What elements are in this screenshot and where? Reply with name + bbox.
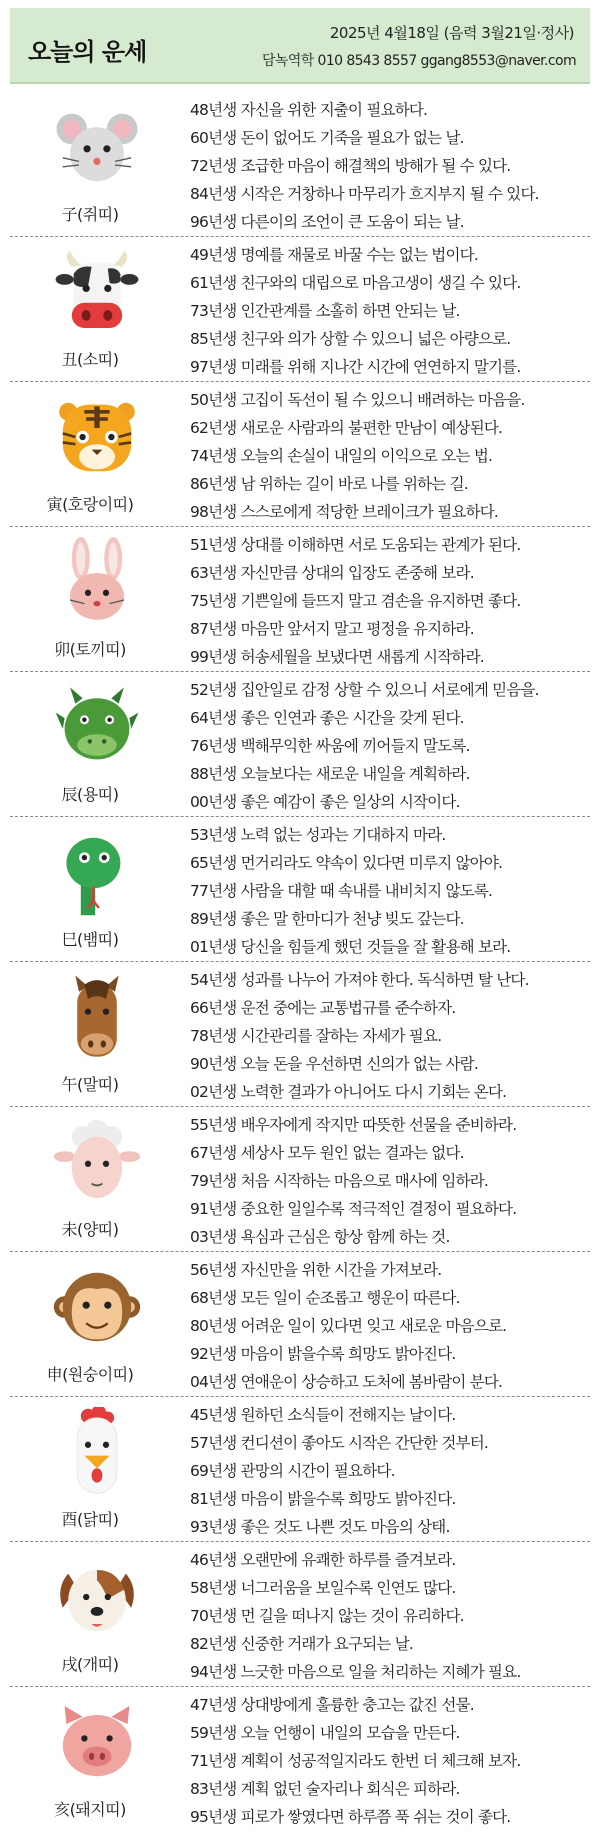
zodiac-row-ox xyxy=(10,237,590,382)
fortune-line: 80년생 어려운 일이 있다면 잊고 새로운 마음으로. xyxy=(190,1317,507,1335)
fortune-lines xyxy=(190,241,590,381)
zodiac-animal xyxy=(10,1397,170,1542)
fortune-line: 51년생 상대를 이해하면 서로 도움되는 관계가 된다. xyxy=(190,536,521,554)
fortune-line: 82년생 신중한 거래가 요구되는 날. xyxy=(190,1635,414,1653)
fortune-lines xyxy=(190,1546,590,1686)
page-title: 오늘의 운세 xyxy=(28,38,147,66)
fortune-line: 79년생 처음 시작하는 마음으로 매사에 임하라. xyxy=(190,1172,489,1190)
fortune-line: 47년생 상대방에게 훌륭한 충고는 값진 선물. xyxy=(190,1696,474,1714)
rabbit-icon xyxy=(52,537,142,627)
fortune-line: 70년생 먼 길을 떠나지 않는 것이 유리하다. xyxy=(190,1607,464,1625)
fortune-line: 83년생 계획 없던 술자리나 회식은 피하라. xyxy=(190,1780,460,1798)
fortune-line: 71년생 계획이 성공적일지라도 한번 더 체크해 보자. xyxy=(190,1752,521,1770)
rooster-icon xyxy=(52,1407,142,1497)
fortune-line: 60년생 돈이 없어도 기죽을 필요가 없는 날. xyxy=(190,129,464,147)
fortune-line: 87년생 마음만 앞서지 말고 평정을 유지하라. xyxy=(190,620,474,638)
sheep-icon xyxy=(52,1117,142,1207)
fortune-lines xyxy=(190,386,590,526)
fortune-line: 86년생 남 위하는 길이 바로 나를 위하는 길. xyxy=(190,475,468,493)
fortune-line: 45년생 원하던 소식들이 전해지는 날이다. xyxy=(190,1406,456,1424)
pig-icon xyxy=(52,1697,142,1787)
fortune-line: 62년생 새로운 사람과의 불편한 만남이 예상된다. xyxy=(190,419,503,437)
fortune-line: 02년생 노력한 결과가 아니어도 다시 기회는 온다. xyxy=(190,1083,507,1101)
zodiac-animal xyxy=(10,382,170,527)
fortune-line: 69년생 관망의 시간이 필요하다. xyxy=(190,1462,395,1480)
dragon-icon xyxy=(52,682,142,772)
dog-icon xyxy=(52,1552,142,1642)
monkey-icon xyxy=(52,1262,142,1352)
fortune-line: 56년생 자신만을 위한 시간을 가져보라. xyxy=(190,1261,442,1279)
zodiac-row-dragon xyxy=(10,672,590,817)
fortune-line: 99년생 허송세월을 보냈다면 새롭게 시작하라. xyxy=(190,648,484,666)
snake-icon xyxy=(52,827,142,917)
fortune-line: 72년생 조급한 마음이 해결책의 방해가 될 수 있다. xyxy=(190,157,511,175)
fortune-line: 00년생 좋은 예감이 좋은 일상의 시작이다. xyxy=(190,793,460,811)
fortune-line: 92년생 마음이 밝을수록 희망도 밝아진다. xyxy=(190,1345,456,1363)
fortune-line: 61년생 친구와의 대립으로 마음고생이 생길 수 있다. xyxy=(190,274,521,292)
zodiac-row-monkey xyxy=(10,1252,590,1397)
fortune-line: 93년생 좋은 것도 나쁜 것도 마음의 상태. xyxy=(190,1518,450,1536)
zodiac-row-horse xyxy=(10,962,590,1107)
fortune-lines xyxy=(190,531,590,671)
zodiac-animal xyxy=(10,672,170,817)
zodiac-animal xyxy=(10,1252,170,1397)
fortune-line: 68년생 모든 일이 순조롭고 행운이 따른다. xyxy=(190,1289,460,1307)
fortune-line: 78년생 시간관리를 잘하는 자세가 필요. xyxy=(190,1027,442,1045)
fortune-line: 67년생 세상사 모두 원인 없는 결과는 없다. xyxy=(190,1144,464,1162)
fortune-line: 95년생 피로가 쌓였다면 하루쯤 푹 쉬는 것이 좋다. xyxy=(190,1808,511,1826)
zodiac-label: 巳(뱀띠) xyxy=(61,930,119,949)
fortune-line: 75년생 기쁜일에 들뜨지 말고 겸손을 유지하면 좋다. xyxy=(190,592,521,610)
horse-icon xyxy=(52,972,142,1062)
fortune-lines xyxy=(190,1691,590,1831)
fortune-list xyxy=(10,92,590,1832)
zodiac-animal xyxy=(10,962,170,1107)
fortune-lines xyxy=(190,1111,590,1251)
zodiac-row-tiger xyxy=(10,382,590,527)
fortune-line: 53년생 노력 없는 성과는 기대하지 마라. xyxy=(190,826,446,844)
zodiac-label: 亥(돼지띠) xyxy=(54,1800,126,1819)
zodiac-animal xyxy=(10,1107,170,1252)
zodiac-row-dog xyxy=(10,1542,590,1687)
fortune-line: 59년생 오늘 언행이 내일의 모습을 만든다. xyxy=(190,1724,460,1742)
zodiac-label: 辰(용띠) xyxy=(61,785,119,804)
zodiac-row-pig xyxy=(10,1687,590,1832)
fortune-lines xyxy=(190,966,590,1106)
fortune-line: 54년생 성과를 나누어 가져야 한다. 독식하면 탈 난다. xyxy=(190,971,529,989)
tiger-icon xyxy=(52,392,142,482)
fortune-line: 03년생 욕심과 근심은 항상 함께 하는 것. xyxy=(190,1228,450,1246)
fortune-line: 98년생 스스로에게 적당한 브레이크가 필요하다. xyxy=(190,503,499,521)
fortune-line: 74년생 오늘의 손실이 내일의 이익으로 오는 법. xyxy=(190,447,493,465)
fortune-line: 58년생 너그러움을 보일수록 인연도 많다. xyxy=(190,1579,456,1597)
zodiac-label: 申(원숭이띠) xyxy=(46,1365,134,1384)
rat-icon xyxy=(52,102,142,192)
fortune-lines xyxy=(190,96,590,236)
zodiac-label: 未(양띠) xyxy=(61,1220,119,1239)
fortune-line: 88년생 오늘보다는 새로운 내일을 계획하라. xyxy=(190,765,470,783)
fortune-line: 63년생 자신만큼 상대의 입장도 존중해 보라. xyxy=(190,564,474,582)
fortune-line: 77년생 사람을 대할 때 속내를 내비치지 않도록. xyxy=(190,882,493,900)
fortune-line: 94년생 느긋한 마음으로 일을 처리하는 지혜가 필요. xyxy=(190,1663,521,1681)
fortune-line: 81년생 마음이 밝을수록 희망도 밝아진다. xyxy=(190,1490,456,1508)
fortune-lines xyxy=(190,1401,590,1541)
zodiac-label: 卯(토끼띠) xyxy=(54,640,126,659)
fortune-line: 90년생 오늘 돈을 우선하면 신의가 없는 사람. xyxy=(190,1055,478,1073)
fortune-line: 97년생 미래를 위해 지나간 시간에 연연하지 말기를. xyxy=(190,358,521,376)
zodiac-animal xyxy=(10,237,170,382)
fortune-lines xyxy=(190,676,590,816)
fortune-line: 66년생 운전 중에는 교통법규를 준수하자. xyxy=(190,999,456,1017)
zodiac-row-rooster xyxy=(10,1397,590,1542)
fortune-line: 73년생 인간관계를 소홀히 하면 안되는 날. xyxy=(190,302,460,320)
zodiac-label: 子(쥐띠) xyxy=(61,205,119,224)
ox-icon xyxy=(52,247,142,337)
zodiac-label: 寅(호랑이띠) xyxy=(46,495,134,514)
fortune-line: 91년생 중요한 일일수록 적극적인 결정이 필요하다. xyxy=(190,1200,517,1218)
header xyxy=(10,8,590,84)
date-line: 2025년 4월18일 (음력 3월21일·정사) xyxy=(329,24,574,42)
fortune-line: 85년생 친구와 의가 상할 수 있으니 넓은 아량으로. xyxy=(190,330,511,348)
zodiac-animal xyxy=(10,1687,170,1832)
zodiac-label: 午(말띠) xyxy=(61,1075,119,1094)
fortune-lines xyxy=(190,821,590,961)
fortune-line: 76년생 백해무익한 싸움에 끼어들지 말도록. xyxy=(190,737,470,755)
fortune-line: 04년생 연애운이 상승하고 도처에 봄바람이 분다. xyxy=(190,1373,503,1391)
fortune-line: 57년생 컨디션이 좋아도 시작은 간단한 것부터. xyxy=(190,1434,489,1452)
zodiac-animal xyxy=(10,1542,170,1687)
fortune-line: 52년생 집안일로 감정 상할 수 있으니 서로에게 믿음을. xyxy=(190,681,539,699)
fortune-lines xyxy=(190,1256,590,1396)
fortune-line: 89년생 좋은 말 한마디가 천냥 빚도 갚는다. xyxy=(190,910,464,928)
fortune-line: 84년생 시작은 거창하나 마무리가 흐지부지 될 수 있다. xyxy=(190,185,539,203)
zodiac-row-rabbit xyxy=(10,527,590,672)
zodiac-animal xyxy=(10,817,170,962)
zodiac-label: 酉(닭띠) xyxy=(61,1510,119,1529)
zodiac-row-rat xyxy=(10,92,590,237)
fortune-line: 01년생 당신을 힘들게 했던 것들을 잘 활용해 보라. xyxy=(190,938,511,956)
fortune-line: 55년생 배우자에게 작지만 따뜻한 선물을 준비하라. xyxy=(190,1116,517,1134)
contact-line: 담녹역학 010 8543 8557 ggang8553@naver.com xyxy=(262,53,576,69)
zodiac-row-snake xyxy=(10,817,590,962)
fortune-line: 65년생 먼거리라도 약속이 있다면 미루지 않아야. xyxy=(190,854,503,872)
zodiac-animal xyxy=(10,92,170,237)
fortune-line: 46년생 오랜만에 유쾌한 하루를 즐겨보라. xyxy=(190,1551,456,1569)
zodiac-row-sheep xyxy=(10,1107,590,1252)
zodiac-label: 戌(개띠) xyxy=(61,1655,119,1674)
zodiac-label: 丑(소띠) xyxy=(61,350,119,369)
fortune-line: 96년생 다른이의 조언이 큰 도움이 되는 날. xyxy=(190,213,464,231)
fortune-line: 49년생 명예를 재물로 바꿀 수는 없는 법이다. xyxy=(190,246,478,264)
zodiac-animal xyxy=(10,527,170,672)
fortune-line: 48년생 자신을 위한 지출이 필요하다. xyxy=(190,101,428,119)
fortune-line: 50년생 고집이 독선이 될 수 있으니 배려하는 마음을. xyxy=(190,391,525,409)
fortune-line: 64년생 좋은 인연과 좋은 시간을 갖게 된다. xyxy=(190,709,464,727)
